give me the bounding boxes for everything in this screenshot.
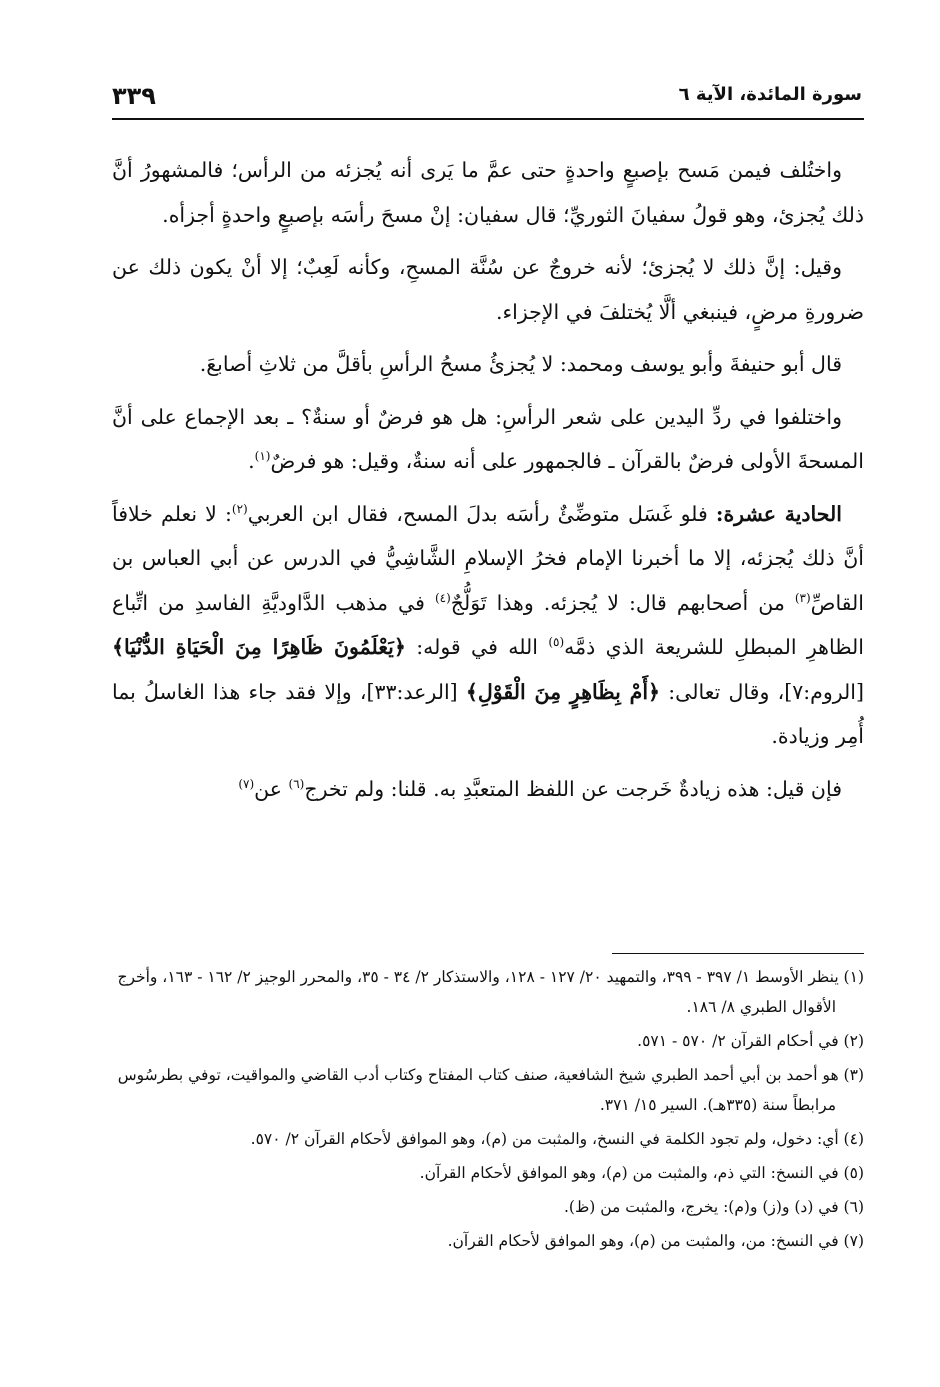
- footnote-ref: (٦): [288, 776, 305, 791]
- footnote: (٦) في (د) و(ز) و(م): يخرج، والمثبت من (ظ).: [563, 1198, 864, 1216]
- footnote-divider: [612, 953, 864, 954]
- paragraph: وقيل: إنَّ ذلك لا يُجزئ؛ لأنه خروجٌ عن سُنَّة المسحِ، وكأنه لَعِبٌ؛ إلا أنْ يكون ذلك عن ضرورةِ مرضٍ، فينبغي ألَّا يُختلفَ في الإجزاء.: [112, 255, 864, 324]
- text-run: من أصحابهم قال: لا يُجزئه. وهذا تَوَلُّجٌ: [450, 590, 795, 615]
- footnote-ref: (٢): [231, 501, 248, 516]
- section-lead: الحادية عشرة:: [715, 501, 842, 526]
- footnote-ref: (٥): [548, 635, 565, 650]
- footnote: (٤) أي: دخول، ولم تجود الكلمة في النسخ، والمثبت من (م)، وهو الموافق لأحكام القرآن ٢/ ٥٧٠.: [250, 1130, 864, 1148]
- footnote-ref: (٧): [238, 776, 255, 791]
- paragraph-eleventh: [112, 492, 864, 759]
- footnote-ref: (١): [254, 449, 271, 464]
- text-run: الله في قوله:: [405, 635, 549, 659]
- paragraph: قال أبو حنيفةَ وأبو يوسف ومحمد: لا يُجزئُ مسحُ الرأسِ بأقلَّ من ثلاثِ أصابعَ.: [199, 352, 842, 376]
- paragraph: واختُلف فيمن مَسح بإصبعٍ واحدةٍ حتى عمَّ ما يَرى أنه يُجزئه من الرأس؛ فالمشهورُ أنَّ ذلك يُجزئ، وهو قولُ سفيانَ الثوريِّ؛ قال سفيان: إنْ مسحَ رأسَه بإصبعٍ واحدةٍ أجزأه.: [112, 158, 864, 227]
- footnote-ref: (٤): [434, 590, 451, 605]
- footnote: (٧) في النسخ: من، والمثبت من (م)، وهو الموافق لأحكام القرآن.: [447, 1232, 864, 1250]
- main-text: [112, 148, 864, 819]
- text-run: عن: [254, 776, 289, 801]
- text-run: [الرعد:٣٣]، وإلا فقد جاء هذا الغاسلُ بما أُمِر وزيادة.: [112, 679, 864, 748]
- running-title: سورة المائدة، الآية ٦: [678, 84, 862, 105]
- footnote: (٥) في النسخ: التي ذم، والمثبت من (م)، وهو الموافق لأحكام القرآن.: [419, 1164, 864, 1182]
- paragraph-text: واختلفوا في ردِّ اليدين على شعر الرأسِ: هل هو فرضٌ أو سنةٌ؟ ـ بعد الإجماع على أنَّ المسحةَ الأولى فرضٌ بالقرآن ـ فالجمهور على أنه سنةٌ، وقيل: هو فرضٌ: [112, 404, 864, 473]
- page-header: [112, 80, 864, 120]
- text-run: فإن قيل: هذه زيادةٌ خَرجت عن اللفظ المتعبَّدِ به. قلنا: ولم تخرج: [304, 776, 842, 801]
- footnote: (٢) في أحكام القرآن ٢/ ٥٧٠ - ٥٧١.: [637, 1032, 864, 1050]
- text-run: : لا نعلم خلافاً أنَّ ذلك يُجزئه، إلا ما أخبرنا الإمام فخرُ الإسلامِ الشَّاشِيُّ في الدرس عن أبي العباس بن القاصِّ: [112, 501, 864, 615]
- text-run: فلو غَسَل متوضِّئٌ رأسَه بدلَ المسح، فقال ابن العربي: [247, 501, 708, 526]
- page-number: ٣٣٩: [112, 82, 156, 110]
- footnote: (٣) هو أحمد بن أبي أحمد الطبري شيخ الشافعية، صنف كتاب المفتاح وكتاب أدب القاضي والمواقيت، توفي بطرسُوس مرابطاً سنة (٣٣٥هـ). السير ١٥/ ٣٧١.: [117, 1066, 864, 1114]
- text-run: [الروم:٧]، وقال تعالى:: [660, 679, 864, 704]
- quran-quote: ﴿يَعْلَمُونَ ظَاهِرًا مِنَ الْحَيَاةِ الدُّنْيَا﴾: [112, 635, 406, 659]
- footnote: (١) ينظر الأوسط ١/ ٣٩٧ - ٣٩٩، والتمهيد ٢٠/ ١٢٧ - ١٢٨، والاستذكار ٢/ ٣٤ - ٣٥، والمحرر الوجيز ٢/ ١٦٢ - ١٦٣، وأخرج الأقوال الطبري ٨/ ١٨٦.: [117, 968, 864, 1016]
- quran-quote: ﴿أَمْ بِظَاهِرٍ مِنَ الْقَوْلِ﴾: [465, 679, 661, 704]
- text-run: في مذهب الدَّاوديَّةِ الفاسدِ من اتِّباع الظاهرِ المبطلِ للشريعة الذي ذمَّه: [112, 590, 864, 659]
- paragraph: واختلفوا في ردِّ اليدين على شعر الرأسِ: هل هو فرضٌ أو سنةٌ؟ ـ بعد الإجماع على أنَّ المسحةَ الأولى فرضٌ بالقرآن ـ فالجمهور على أنه سنةٌ، وقيل: هو فرضٌ$^{(١)}$.: [112, 404, 864, 473]
- footnote-ref: (٣): [794, 590, 811, 605]
- paragraph-last: [112, 767, 864, 812]
- footnotes: [112, 962, 864, 1260]
